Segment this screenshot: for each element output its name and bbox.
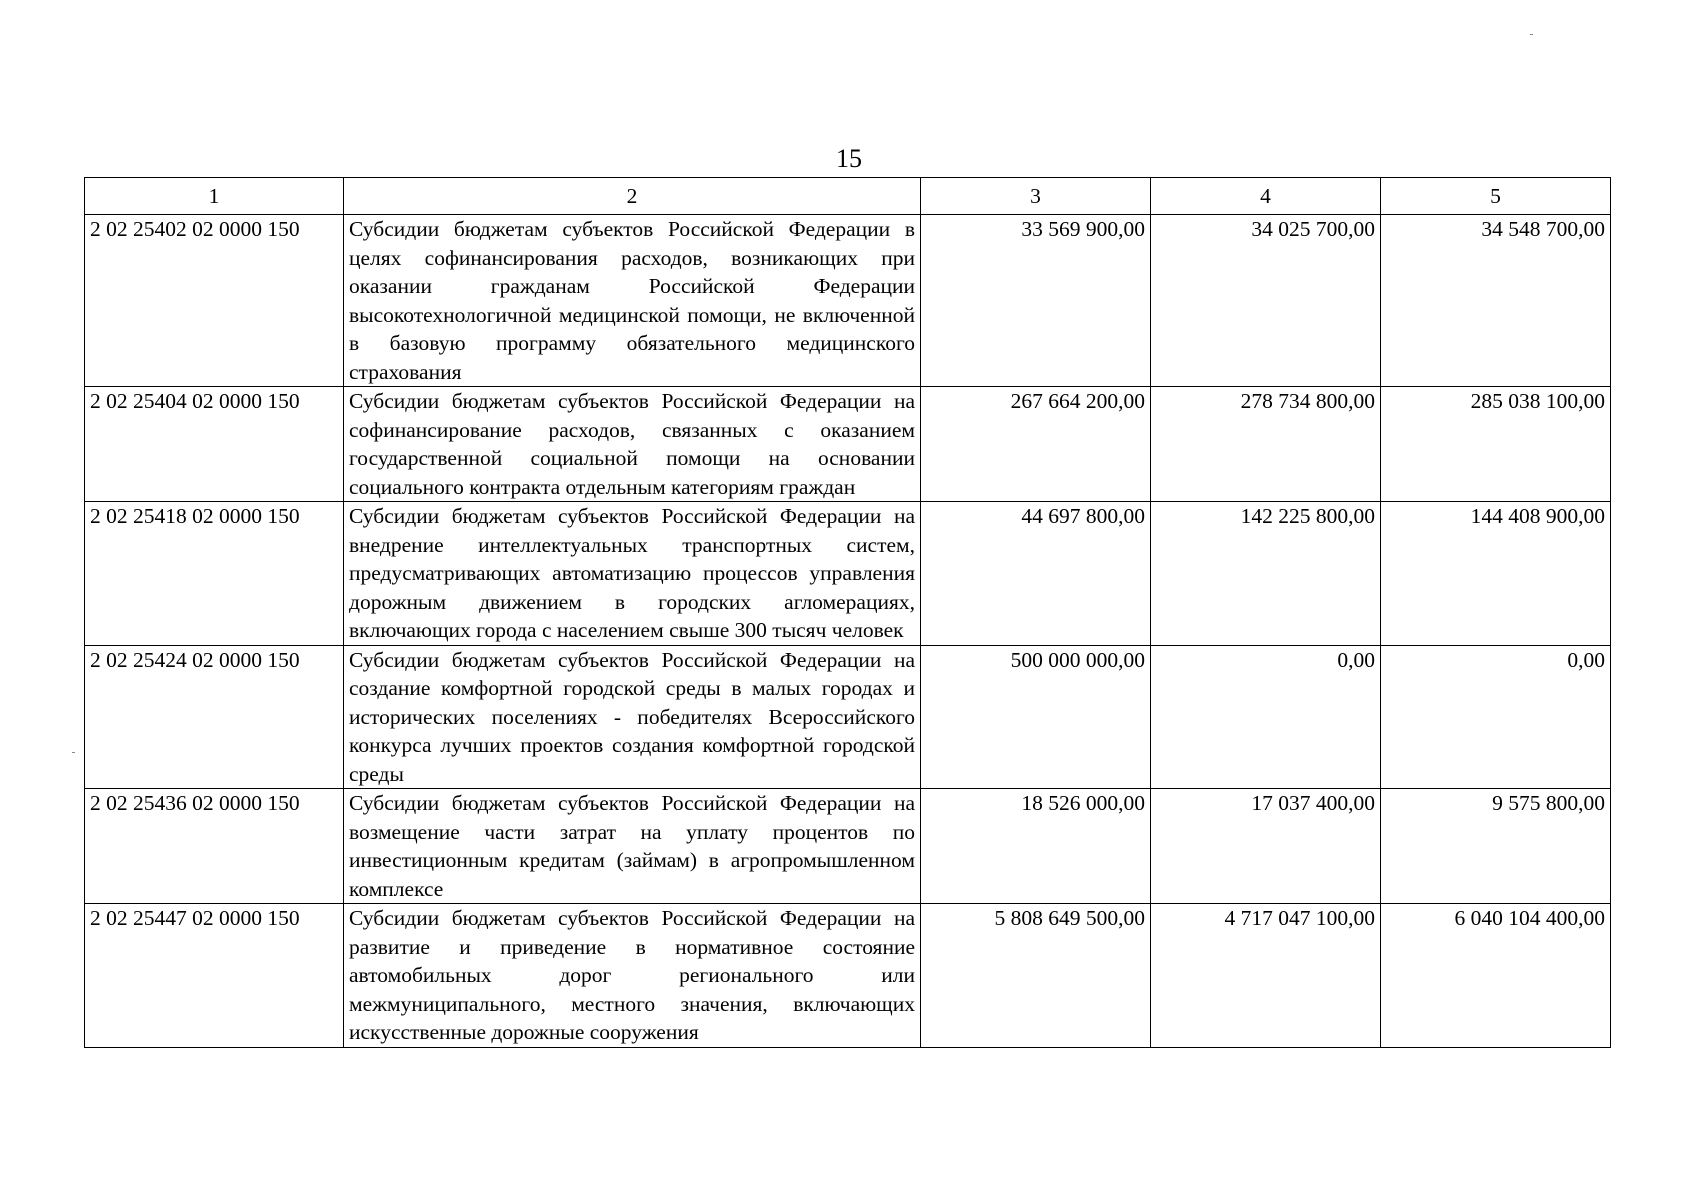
amount-col-3: 18 526 000,00 <box>921 789 1151 904</box>
budget-code: 2 02 25404 02 0000 150 <box>85 387 344 502</box>
amount-col-5: 285 038 100,00 <box>1381 387 1611 502</box>
header-col-4: 4 <box>1151 178 1381 215</box>
header-col-3: 3 <box>921 178 1151 215</box>
budget-code: 2 02 25402 02 0000 150 <box>85 215 344 387</box>
amount-col-3: 267 664 200,00 <box>921 387 1151 502</box>
budget-code: 2 02 25436 02 0000 150 <box>85 789 344 904</box>
table-header <box>85 178 1611 215</box>
amount-col-5: 144 408 900,00 <box>1381 502 1611 646</box>
amount-col-4: 17 037 400,00 <box>1151 789 1381 904</box>
table-row <box>85 645 1611 789</box>
scan-speck <box>72 752 75 753</box>
table-row <box>85 904 1611 1048</box>
page-number: 15 <box>836 144 862 173</box>
row-description: Субсидии бюджетам субъектов Российской Федерации на создание комфортной городской среды в малых городах и исторических поселениях - победителях Всероссийского конкурса лучших проектов создания комфортной городской среды <box>344 645 921 789</box>
header-col-1: 1 <box>85 178 344 215</box>
amount-col-5: 9 575 800,00 <box>1381 789 1611 904</box>
header-col-2: 2 <box>344 178 921 215</box>
header-col-5: 5 <box>1381 178 1611 215</box>
amount-col-3: 44 697 800,00 <box>921 502 1151 646</box>
amount-col-3: 33 569 900,00 <box>921 215 1151 387</box>
row-description: Субсидии бюджетам субъектов Российской Федерации на внедрение интеллектуальных транспортных систем, предусматривающих автоматизацию процессов управления дорожным движением в городских агломерациях, включающих города с населением свыше 300 тысяч человек <box>344 502 921 646</box>
amount-col-4: 142 225 800,00 <box>1151 502 1381 646</box>
amount-col-3: 5 808 649 500,00 <box>921 904 1151 1048</box>
row-description: Субсидии бюджетам субъектов Российской Федерации на развитие и приведение в нормативное состояние автомобильных дорог регионального или межмуниципального, местного значения, включающих искусственные дорожные сооружения <box>344 904 921 1048</box>
table-row <box>85 502 1611 646</box>
amount-col-4: 278 734 800,00 <box>1151 387 1381 502</box>
budget-code: 2 02 25418 02 0000 150 <box>85 502 344 646</box>
scan-speck <box>1530 34 1533 35</box>
row-description: Субсидии бюджетам субъектов Российской Федерации на возмещение части затрат на уплату процентов по инвестиционным кредитам (займам) в агропромышленном комплексе <box>344 789 921 904</box>
amount-col-5: 0,00 <box>1381 645 1611 789</box>
budget-code: 2 02 25424 02 0000 150 <box>85 645 344 789</box>
amount-col-3: 500 000 000,00 <box>921 645 1151 789</box>
row-description: Субсидии бюджетам субъектов Российской Федерации на софинансирование расходов, связанных с оказанием государственной социальной помощи на основании социального контракта отдельным категориям граждан <box>344 387 921 502</box>
budget-code: 2 02 25447 02 0000 150 <box>85 904 344 1048</box>
amount-col-4: 4 717 047 100,00 <box>1151 904 1381 1048</box>
amount-col-5: 34 548 700,00 <box>1381 215 1611 387</box>
amount-col-4: 34 025 700,00 <box>1151 215 1381 387</box>
table-row <box>85 387 1611 502</box>
row-description: Субсидии бюджетам субъектов Российской Федерации в целях софинансирования расходов, возникающих при оказании гражданам Российской Федерации высокотехнологичной медицинской помощи, не включенной в базовую программу обязательного медицинского страхования <box>344 215 921 387</box>
table-row <box>85 789 1611 904</box>
header-row <box>85 178 1611 215</box>
table-row <box>85 215 1611 387</box>
amount-col-4: 0,00 <box>1151 645 1381 789</box>
budget-table <box>84 177 1611 1048</box>
table-body <box>85 215 1611 1048</box>
amount-col-5: 6 040 104 400,00 <box>1381 904 1611 1048</box>
